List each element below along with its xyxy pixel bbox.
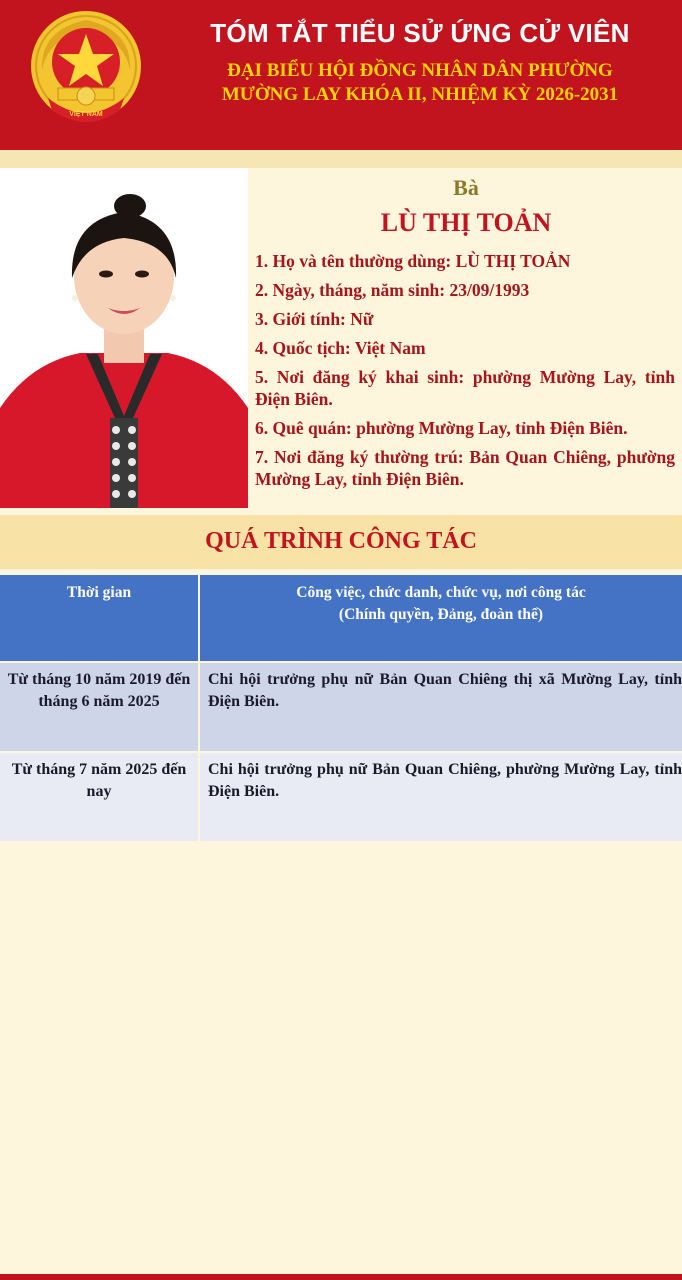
candidate-photo	[0, 168, 248, 508]
detail-hometown: 6. Quê quán: phường Mường Lay, tỉnh Điện Biên.	[255, 418, 628, 438]
table-cell-job: Chi hội trưởng phụ nữ Bản Quan Chiêng, phường Mường Lay, tỉnh Điện Biên.	[200, 753, 682, 841]
column-header-job	[200, 575, 682, 661]
page-subtitle-line2: MƯỜNG LAY KHÓA II, NHIỆM KỲ 2026-2031	[221, 84, 619, 105]
table-cell-time: Từ tháng 7 năm 2025 đến nay	[0, 753, 198, 841]
column-header-job-line1: Công việc, chức danh, chức vụ, nơi công tác	[296, 584, 586, 601]
table-header-row	[0, 575, 682, 661]
table-cell-job: Chi hội trưởng phụ nữ Bản Quan Chiêng thị xã Mường Lay, tỉnh Điện Biên.	[200, 663, 682, 751]
detail-gender: 3. Giới tính: Nữ	[255, 309, 374, 329]
candidate-details	[255, 250, 675, 497]
page-title: TÓM TẮT TIỂU SỬ ỨNG CỬ VIÊN	[210, 18, 630, 48]
table-row	[0, 661, 682, 751]
detail-birth-registration: 5. Nơi đăng ký khai sinh: phường Mường Lay, tỉnh Điện Biên.	[255, 367, 675, 409]
national-emblem-icon	[28, 10, 144, 128]
emblem-banner-text: VIỆT NAM	[69, 111, 103, 118]
detail-nationality: 4. Quốc tịch: Việt Nam	[255, 338, 426, 358]
column-header-time: Thời gian	[0, 575, 198, 661]
table-cell-time: Từ tháng 10 năm 2019 đến tháng 6 năm 2025	[0, 663, 198, 751]
header-divider	[0, 150, 682, 168]
section-title-work-history: QUÁ TRÌNH CÔNG TÁC	[205, 528, 477, 554]
detail-common-name: 1. Họ và tên thường dùng: LÙ THỊ TOẢN	[255, 251, 571, 271]
page-subtitle-line1: ĐẠI BIỂU HỘI ĐỒNG NHÂN DÂN PHƯỜNG	[227, 60, 613, 81]
work-history-table	[0, 575, 682, 841]
footer-border	[0, 1274, 682, 1280]
detail-birth-date: 2. Ngày, tháng, năm sinh: 23/09/1993	[255, 280, 530, 300]
candidate-honorific: Bà	[453, 175, 479, 200]
table-row	[0, 751, 682, 841]
column-header-job-line2: (Chính quyền, Đảng, đoàn thể)	[338, 606, 544, 623]
detail-permanent-residence: 7. Nơi đăng ký thường trú: Bản Quan Chiêng, phường Mường Lay, tỉnh Điện Biên.	[255, 447, 675, 489]
candidate-name: LÙ THỊ TOẢN	[380, 208, 552, 237]
